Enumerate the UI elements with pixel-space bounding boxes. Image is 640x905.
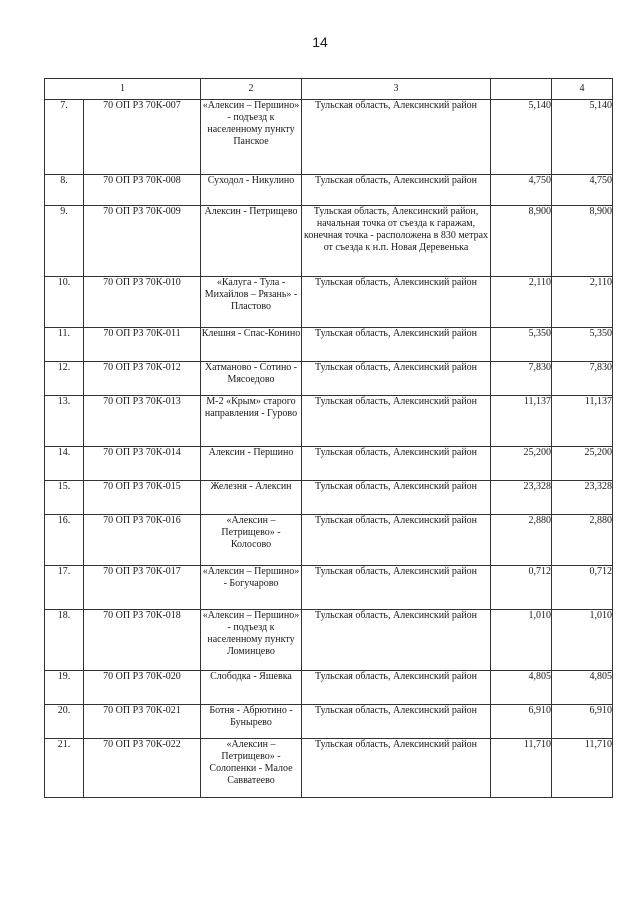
column-header-3: 3	[302, 79, 491, 100]
row-number: 14.	[45, 447, 84, 481]
row-number: 16.	[45, 515, 84, 566]
row-number: 7.	[45, 100, 84, 175]
road-length: 5,350	[491, 328, 552, 362]
road-name: Хатманово - Сотино - Мясоедово	[201, 362, 302, 396]
road-id: 70 ОП РЗ 70К-020	[84, 671, 201, 705]
column-header-1: 1	[45, 79, 201, 100]
table-row	[45, 328, 613, 362]
road-length: 11,137	[491, 396, 552, 447]
road-length: 11,710	[491, 739, 552, 798]
road-length-total: 8,900	[552, 206, 613, 277]
column-header-4: 4	[552, 79, 613, 100]
road-length-total: 5,140	[552, 100, 613, 175]
column-header-2: 2	[201, 79, 302, 100]
road-id: 70 ОП РЗ 70К-016	[84, 515, 201, 566]
row-number: 21.	[45, 739, 84, 798]
road-name: «Алексин – Петрищево» - Колосово	[201, 515, 302, 566]
road-location: Тульская область, Алексинский район	[302, 481, 491, 515]
road-length-total: 7,830	[552, 362, 613, 396]
row-number: 8.	[45, 175, 84, 206]
road-length-total: 11,137	[552, 396, 613, 447]
road-length: 1,010	[491, 610, 552, 671]
road-location: Тульская область, Алексинский район	[302, 396, 491, 447]
road-id: 70 ОП РЗ 70К-009	[84, 206, 201, 277]
row-number: 13.	[45, 396, 84, 447]
road-name: «Калуга - Тула - Михайлов – Рязань» - Пластово	[201, 277, 302, 328]
table-row	[45, 206, 613, 277]
column-header-empty	[491, 79, 552, 100]
roads-table	[44, 78, 613, 798]
road-name: «Алексин – Першино» - подъезд к населенному пункту Панское	[201, 100, 302, 175]
table-row	[45, 481, 613, 515]
road-id: 70 ОП РЗ 70К-011	[84, 328, 201, 362]
road-location: Тульская область, Алексинский район	[302, 362, 491, 396]
road-length: 7,830	[491, 362, 552, 396]
road-id: 70 ОП РЗ 70К-021	[84, 705, 201, 739]
row-number: 11.	[45, 328, 84, 362]
road-id: 70 ОП РЗ 70К-018	[84, 610, 201, 671]
road-length: 5,140	[491, 100, 552, 175]
road-location: Тульская область, Алексинский район	[302, 671, 491, 705]
table-row	[45, 362, 613, 396]
road-name: «Алексин – Першино» - подъезд к населенному пункту Ломинцево	[201, 610, 302, 671]
road-location: Тульская область, Алексинский район	[302, 705, 491, 739]
row-number: 17.	[45, 566, 84, 610]
road-location: Тульская область, Алексинский район	[302, 175, 491, 206]
road-name: «Алексин – Першино» - Богучарово	[201, 566, 302, 610]
table-row	[45, 739, 613, 798]
road-name: Алексин - Петрищево	[201, 206, 302, 277]
road-length-total: 23,328	[552, 481, 613, 515]
table-row	[45, 175, 613, 206]
road-length: 4,750	[491, 175, 552, 206]
road-length-total: 2,880	[552, 515, 613, 566]
road-location: Тульская область, Алексинский район	[302, 447, 491, 481]
table-row	[45, 100, 613, 175]
road-length: 2,110	[491, 277, 552, 328]
road-length-total: 4,805	[552, 671, 613, 705]
road-length: 4,805	[491, 671, 552, 705]
road-id: 70 ОП РЗ 70К-017	[84, 566, 201, 610]
road-length-total: 25,200	[552, 447, 613, 481]
road-location: Тульская область, Алексинский район, начальная точка от съезда к гаражам, конечная точка - расположена в 830 метрах от съезда к н.п. Новая Деревенька	[302, 206, 491, 277]
page-number: 14	[312, 34, 328, 50]
road-location: Тульская область, Алексинский район	[302, 328, 491, 362]
road-length-total: 6,910	[552, 705, 613, 739]
table-header-row	[45, 79, 613, 100]
road-length: 25,200	[491, 447, 552, 481]
road-name: Железня - Алексин	[201, 481, 302, 515]
table-row	[45, 610, 613, 671]
row-number: 19.	[45, 671, 84, 705]
road-id: 70 ОП РЗ 70К-012	[84, 362, 201, 396]
row-number: 9.	[45, 206, 84, 277]
table-body	[45, 100, 613, 798]
table-row	[45, 671, 613, 705]
road-name: Слободка - Яшевка	[201, 671, 302, 705]
row-number: 12.	[45, 362, 84, 396]
row-number: 18.	[45, 610, 84, 671]
road-location: Тульская область, Алексинский район	[302, 100, 491, 175]
road-length: 8,900	[491, 206, 552, 277]
table-row	[45, 396, 613, 447]
road-length-total: 11,710	[552, 739, 613, 798]
road-location: Тульская область, Алексинский район	[302, 739, 491, 798]
road-length-total: 5,350	[552, 328, 613, 362]
road-id: 70 ОП РЗ 70К-013	[84, 396, 201, 447]
road-id: 70 ОП РЗ 70К-014	[84, 447, 201, 481]
row-number: 20.	[45, 705, 84, 739]
road-id: 70 ОП РЗ 70К-015	[84, 481, 201, 515]
road-name: Ботня - Абрютино - Бунырево	[201, 705, 302, 739]
table-row	[45, 277, 613, 328]
road-name: «Алексин – Петрищево» - Солопенки - Малое Савватеево	[201, 739, 302, 798]
table-row	[45, 705, 613, 739]
road-id: 70 ОП РЗ 70К-007	[84, 100, 201, 175]
road-length-total: 0,712	[552, 566, 613, 610]
road-id: 70 ОП РЗ 70К-022	[84, 739, 201, 798]
road-location: Тульская область, Алексинский район	[302, 566, 491, 610]
road-location: Тульская область, Алексинский район	[302, 277, 491, 328]
road-id: 70 ОП РЗ 70К-008	[84, 175, 201, 206]
road-length-total: 4,750	[552, 175, 613, 206]
row-number: 10.	[45, 277, 84, 328]
table-row	[45, 566, 613, 610]
road-name: Алексин - Першино	[201, 447, 302, 481]
table-row	[45, 447, 613, 481]
road-name: Клешня - Спас-Конино	[201, 328, 302, 362]
table-row	[45, 515, 613, 566]
road-id: 70 ОП РЗ 70К-010	[84, 277, 201, 328]
road-length-total: 1,010	[552, 610, 613, 671]
road-length: 2,880	[491, 515, 552, 566]
road-name: М-2 «Крым» старого направления - Гурово	[201, 396, 302, 447]
road-location: Тульская область, Алексинский район	[302, 515, 491, 566]
road-location: Тульская область, Алексинский район	[302, 610, 491, 671]
road-name: Суходол - Никулино	[201, 175, 302, 206]
road-length: 23,328	[491, 481, 552, 515]
row-number: 15.	[45, 481, 84, 515]
road-length: 6,910	[491, 705, 552, 739]
road-length-total: 2,110	[552, 277, 613, 328]
road-length: 0,712	[491, 566, 552, 610]
